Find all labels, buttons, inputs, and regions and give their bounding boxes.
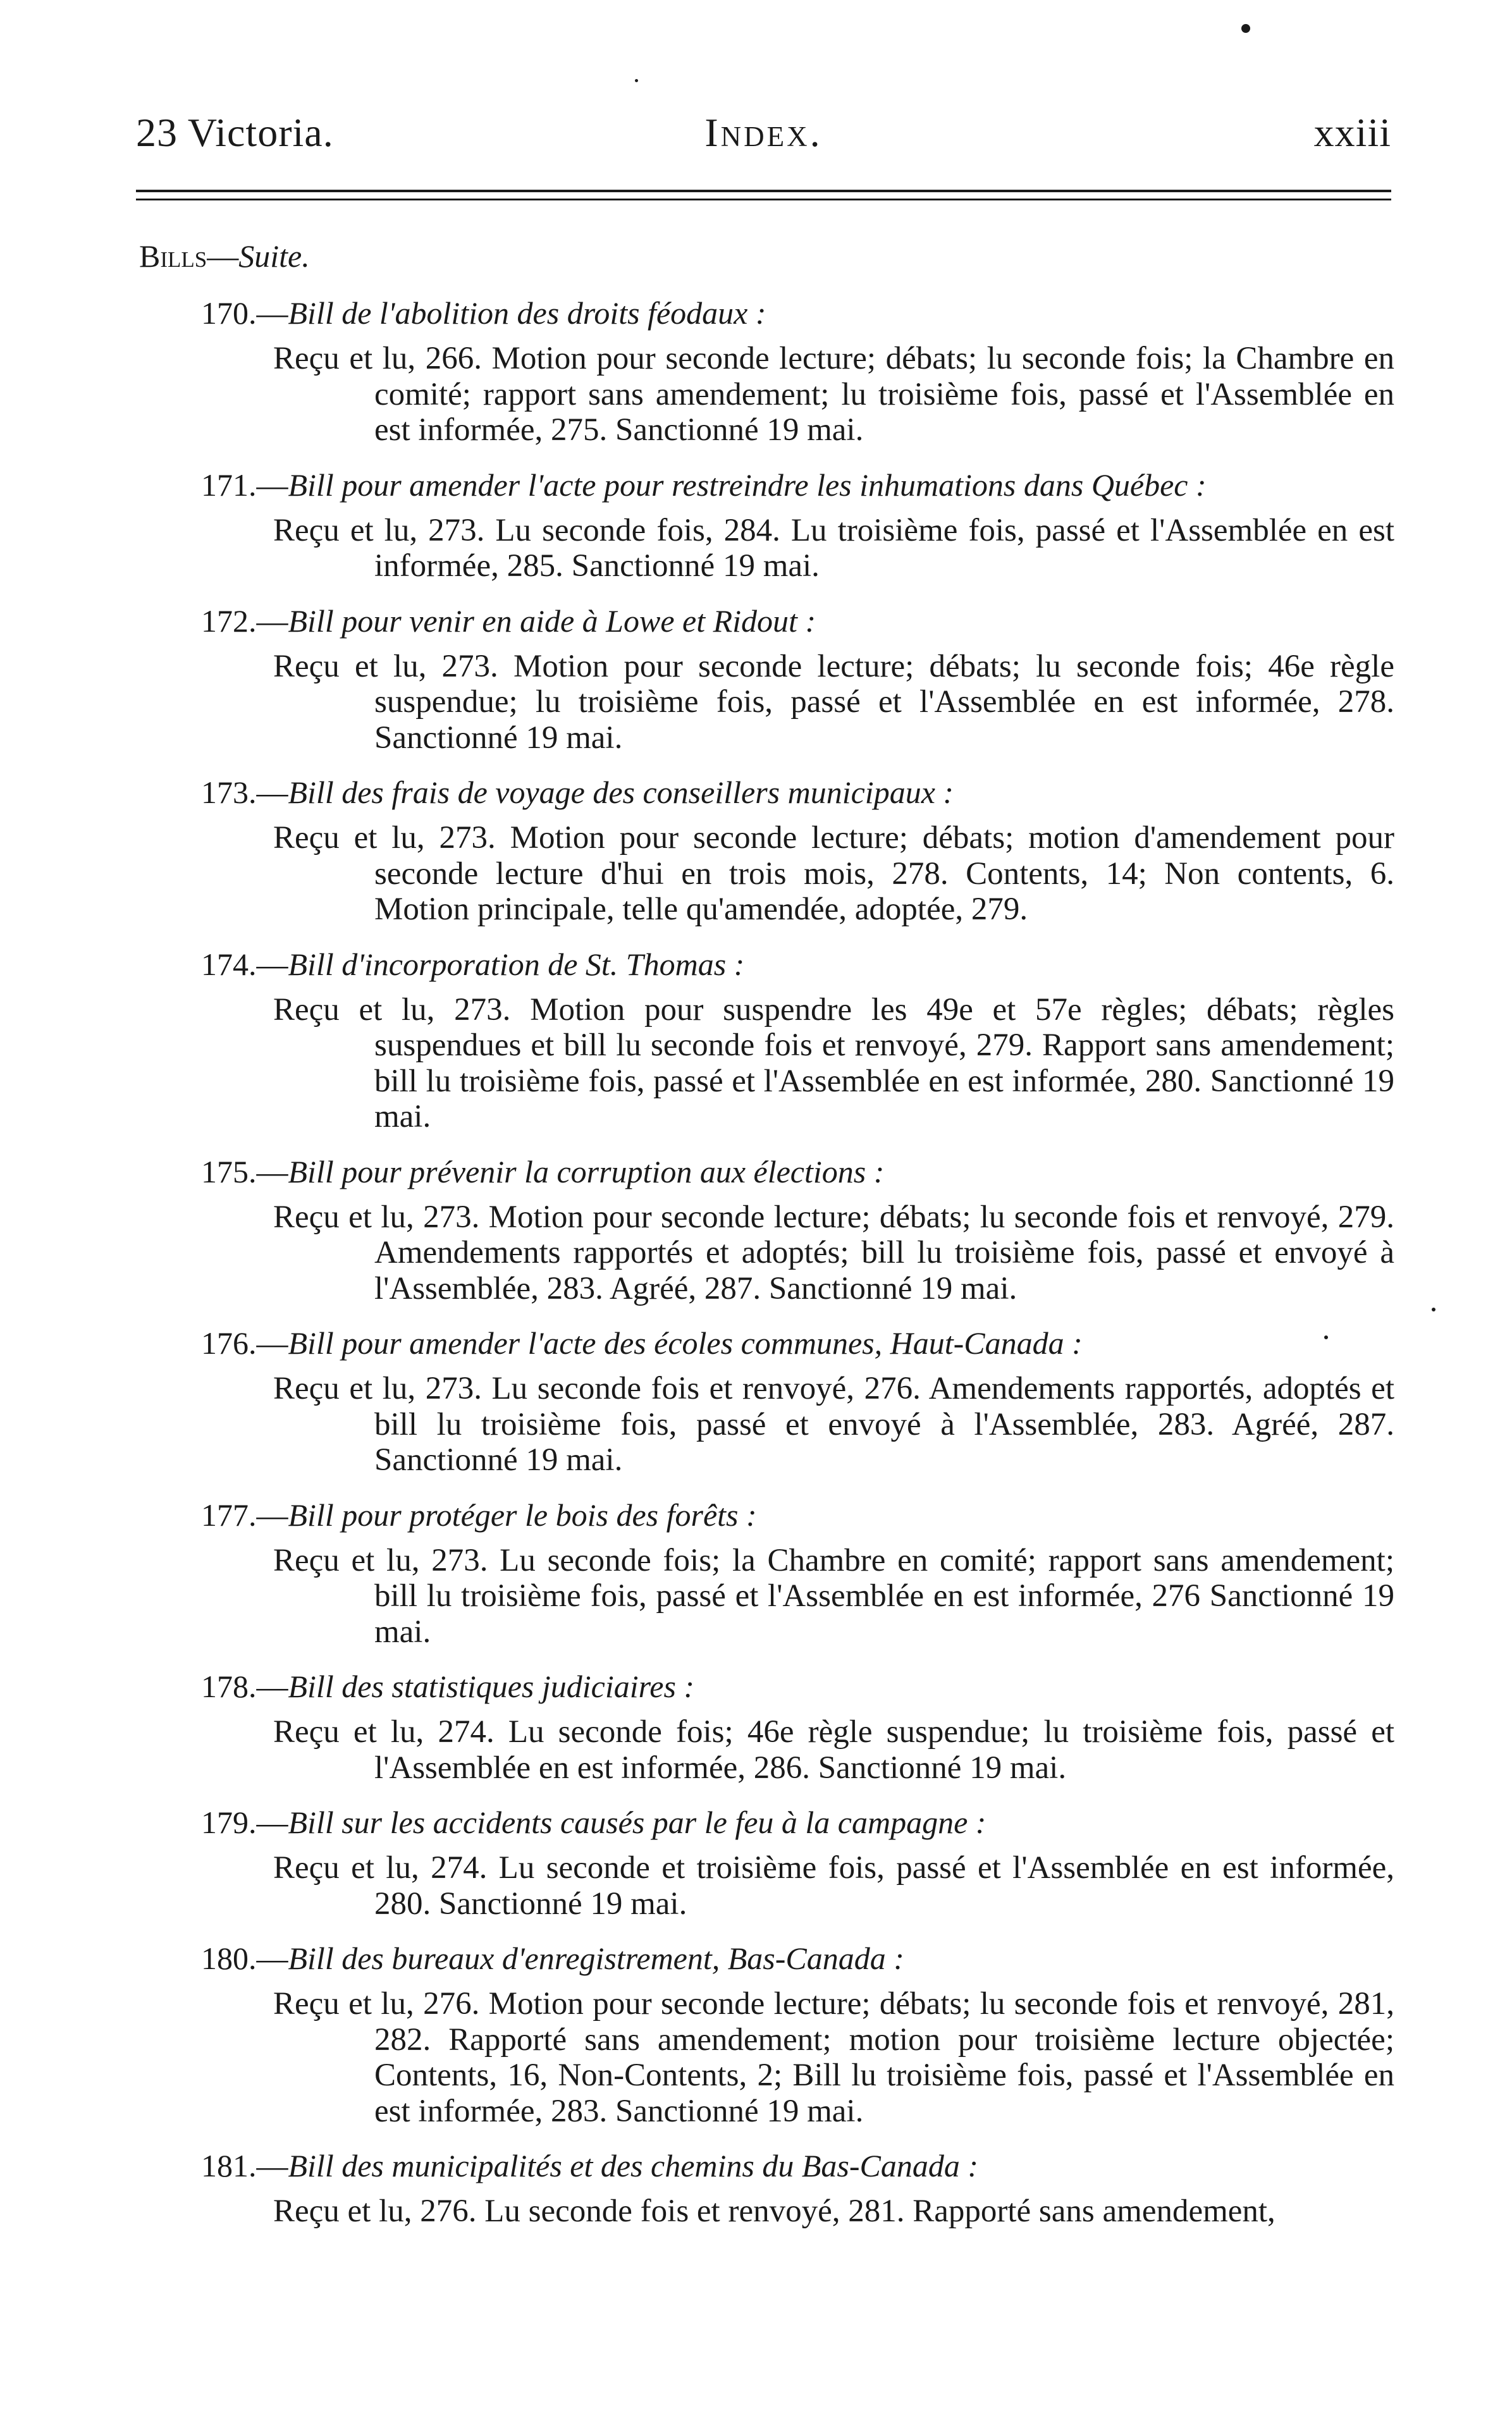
bill-entry: [0, 1667, 1512, 1786]
bill-description: Reçu et lu, 274. Lu seconde et troisième fois, passé et l'Assemblée en est informée, 280. Sanctionné 19 mai.: [273, 1850, 1394, 1922]
bill-title-line: 180.—Bill des bureaux d'enregistrement, Bas-Canada :: [201, 1941, 904, 1976]
running-header: [136, 104, 1391, 161]
bill-entry: [0, 2147, 1512, 2230]
bill-title-line: 176.—Bill pour amender l'acte des écoles communes, Haut-Canada :: [201, 1325, 1083, 1361]
bill-number: 180.: [201, 1941, 257, 1976]
bill-entry: [0, 602, 1512, 756]
bill-title-line: 173.—Bill des frais de voyage des conseillers municipaux :: [201, 775, 954, 810]
bill-description: Reçu et lu, 273. Lu seconde fois; la Chambre en comité; rapport sans amendement; bill lu troisième fois, passé et l'Assemblée en est informée, 276 Sanctionné 19 mai.: [273, 1542, 1394, 1650]
bill-number: 177.: [201, 1497, 257, 1533]
bill-number: 170.: [201, 295, 257, 331]
bill-description: Reçu et lu, 273. Lu seconde fois, 284. Lu troisième fois, passé et l'Assemblée en est informée, 285. Sanctionné 19 mai.: [273, 512, 1394, 584]
bill-entry: [0, 1496, 1512, 1650]
header-session: 23 Victoria.: [136, 110, 334, 155]
bill-entry: [0, 294, 1512, 448]
bill-entry: [0, 466, 1512, 584]
bill-title-line: 170.—Bill de l'abolition des droits féodaux :: [201, 295, 766, 331]
bill-title: Bill des municipalités et des chemins du Bas-Canada :: [288, 2148, 979, 2183]
bill-description: Reçu et lu, 276. Lu seconde fois et renvoyé, 281. Rapporté sans amendement,: [273, 2194, 1275, 2229]
header-title: Index.: [704, 110, 823, 155]
bill-number: 181.: [201, 2148, 257, 2183]
header-rule-bottom: [136, 199, 1391, 200]
bill-description: Reçu et lu, 273. Motion pour seconde lecture; débats; lu seconde fois et renvoyé, 279. Amendements rapportés et adoptés; bill lu troisième fois, passé et envoyé à l'Assemblée, 283. Agréé, 287. Sanctionné 19 mai.: [273, 1199, 1394, 1306]
bill-title: Bill d'incorporation de St. Thomas :: [288, 946, 745, 982]
bill-number: 173.: [201, 775, 257, 810]
bill-title: Bill sur les accidents causés par le feu à la campagne :: [288, 1805, 986, 1840]
bill-description: Reçu et lu, 273. Motion pour seconde lecture; débats; lu seconde fois; 46e règle suspendue; lu troisième fois, passé et l'Assemblée en est informée, 278. Sanctionné 19 mai.: [273, 648, 1394, 756]
bill-title-line: 175.—Bill pour prévenir la corruption aux élections :: [201, 1153, 885, 1189]
bill-title: Bill de l'abolition des droits féodaux :: [288, 295, 766, 331]
bill-title-line: 177.—Bill pour protéger le bois des forêts :: [201, 1497, 757, 1533]
bill-entry: [0, 945, 1512, 1135]
bill-title: Bill des frais de voyage des conseillers municipaux :: [288, 775, 954, 810]
bill-number: 179.: [201, 1805, 257, 1840]
bill-title: Bill pour amender l'acte pour restreindre les inhumations dans Québec :: [288, 467, 1207, 503]
bill-title: Bill des bureaux d'enregistrement, Bas-Canada :: [288, 1941, 904, 1976]
bill-description: Reçu et lu, 273. Motion pour seconde lecture; débats; motion d'amendement pour seconde lecture d'hui en trois mois, 278. Contents, 14; Non contents, 6. Motion principale, telle qu'amendée, adoptée, 279.: [273, 820, 1394, 927]
scan-speck: [1432, 1308, 1435, 1311]
bill-description: Reçu et lu, 266. Motion pour seconde lecture; débats; lu seconde fois; la Chambre en comité; rapport sans amendement; lu troisième fois, passé et l'Assemblée en est informée, 275. Sanctionné 19 mai.: [273, 341, 1394, 448]
bill-description: Reçu et lu, 274. Lu seconde fois; 46e règle suspendue; lu troisième fois, passé et l'Assemblée en est informée, 286. Sanctionné 19 mai.: [273, 1714, 1394, 1786]
bill-entry: [0, 1939, 1512, 2129]
bill-title: Bill pour amender l'acte des écoles communes, Haut-Canada :: [288, 1325, 1083, 1361]
bill-title: Bill pour prévenir la corruption aux élections :: [288, 1153, 885, 1189]
section-heading: Bills—Suite.: [139, 238, 310, 274]
header-rule-top: [136, 190, 1391, 192]
bill-entries: [0, 294, 1512, 2247]
bill-description: Reçu et lu, 276. Motion pour seconde lecture; débats; lu seconde fois et renvoyé, 281, 282. Rapporté sans amendement; motion pour troisième lecture objectée; Contents, 16, Non-Contents, 2; Bill lu troisième fois, passé et l'Assemblée en est informée, 283. Sanctionné 19 mai.: [273, 1986, 1394, 2129]
bill-title: Bill des statistiques judiciaires :: [288, 1669, 695, 1704]
bill-number: 172.: [201, 603, 257, 639]
bill-title: Bill pour venir en aide à Lowe et Ridout :: [288, 603, 816, 639]
header-page-number: xxiii: [1313, 110, 1391, 155]
bill-title-line: 178.—Bill des statistiques judiciaires :: [201, 1669, 695, 1704]
bill-title: Bill pour protéger le bois des forêts :: [288, 1497, 757, 1533]
bill-title-line: 181.—Bill des municipalités et des chemins du Bas-Canada :: [201, 2148, 979, 2183]
section-suffix: Suite.: [238, 238, 310, 274]
scan-speck: [1241, 24, 1250, 33]
bill-entry: [0, 1803, 1512, 1922]
bill-description: Reçu et lu, 273. Motion pour suspendre les 49e et 57e règles; débats; règles suspendues et bill lu seconde fois et renvoyé, 279. Rapport sans amendement; bill lu troisième fois, passé et l'Assemblée en est informée, 280. Sanctionné 19 mai.: [273, 991, 1394, 1134]
bill-number: 175.: [201, 1153, 257, 1189]
bill-entry: [0, 1324, 1512, 1478]
bill-title-line: 172.—Bill pour venir en aide à Lowe et Ridout :: [201, 603, 816, 639]
bill-description: Reçu et lu, 273. Lu seconde fois et renvoyé, 276. Amendements rapportés, adoptés et bill lu troisième fois, passé et envoyé à l'Assemblée, 283. Agréé, 287. Sanctionné 19 mai.: [273, 1371, 1394, 1478]
bill-title-line: 179.—Bill sur les accidents causés par le feu à la campagne :: [201, 1805, 986, 1840]
bill-number: 171.: [201, 467, 257, 503]
bill-title-line: 171.—Bill pour amender l'acte pour restreindre les inhumations dans Québec :: [201, 467, 1207, 503]
scan-speck: [1324, 1335, 1328, 1339]
bill-number: 178.: [201, 1669, 257, 1704]
section-label: Bills: [139, 238, 207, 274]
bill-title-line: 174.—Bill d'incorporation de St. Thomas :: [201, 946, 745, 982]
bill-entry: [0, 1153, 1512, 1307]
bill-number: 174.: [201, 946, 257, 982]
bill-number: 176.: [201, 1325, 257, 1361]
scan-speck: [635, 79, 638, 82]
bill-entry: [0, 773, 1512, 928]
